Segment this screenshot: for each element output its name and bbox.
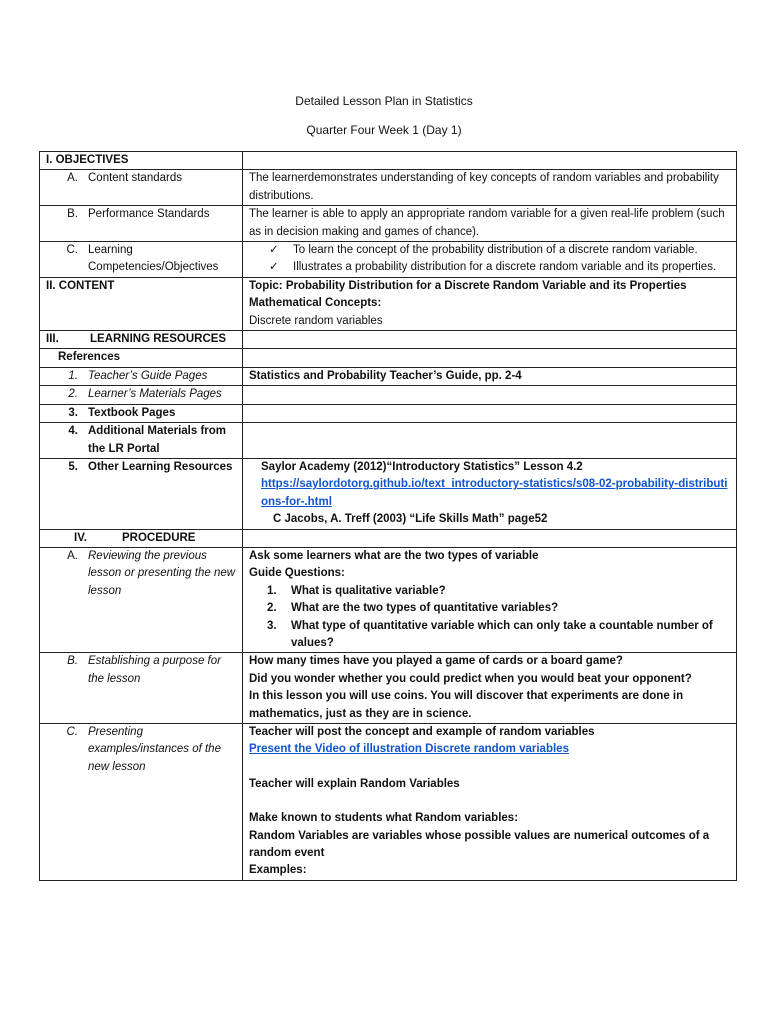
learners-materials-value <box>243 386 737 404</box>
table-row <box>40 653 737 724</box>
procedure-c-label: C. Presenting examples/instances of the new lesson <box>40 724 243 881</box>
other-resources-value <box>243 458 737 529</box>
list-item: ✓ To learn the concept of the probability distribution of a discrete random variable. <box>249 242 730 259</box>
row-marker: A. <box>67 172 78 185</box>
table-row <box>40 349 737 367</box>
list-item: ✓ Illustrates a probability distribution for a discrete random variable and its properties. <box>249 259 730 276</box>
checkmark-icon: ✓ <box>269 244 279 257</box>
video-link[interactable]: Present the Video of illustration Discrete random variables <box>249 743 569 756</box>
saylor-reference: Saylor Academy (2012)“Introductory Statistics” Lesson 4.2 <box>261 460 583 473</box>
content-standards-label <box>40 170 243 206</box>
content-topic: Topic: Probability Distribution for a Discrete Random Variable and its Properties <box>249 279 687 292</box>
objectives-heading: I. OBJECTIVES <box>40 152 243 170</box>
procedure-a-content <box>243 547 737 652</box>
table-row <box>40 404 737 422</box>
empty-cell <box>243 529 737 547</box>
resources-heading <box>40 331 243 349</box>
procedure-b-label: B. Establishing a purpose for the lesson <box>40 653 243 724</box>
table-row <box>40 206 737 242</box>
concepts-label: Mathematical Concepts: <box>249 297 382 310</box>
jacobs-reference: C Jacobs, A. Treff (2003) “Life Skills Math” page52 <box>273 513 548 526</box>
list-item: 2. What are the two types of quantitative variables? <box>267 602 559 615</box>
other-resources-label: 5. Other Learning Resources <box>40 458 243 529</box>
procedure-a-intro: Ask some learners what are the two types of variable <box>249 549 539 562</box>
heading-text: PROCEDURE <box>122 531 196 544</box>
table-row <box>40 724 737 881</box>
procedure-a-label: A. Reviewing the previous lesson or presenting the new lesson <box>40 547 243 652</box>
table-row <box>40 423 737 459</box>
empty-cell <box>243 349 737 367</box>
empty-cell <box>243 152 737 170</box>
table-row <box>40 458 737 529</box>
additional-materials-label: 4. Additional Materials from the LR Portal <box>40 423 243 459</box>
textbook-pages-label: 3. Textbook Pages <box>40 404 243 422</box>
procedure-c-content: Teacher will post the concept and example of random variables Present the Video of illustration Discrete random variables Teacher will explain Random Variables Make known to students what Random variables: Random Variables are variables whose possible values are numerical outcomes of a random event Examples: <box>243 724 737 881</box>
content-standards-text: The learnerdemonstrates understanding of key concepts of random variables and probability distributions. <box>243 170 737 206</box>
heading-number: IV. <box>74 531 88 544</box>
competencies-label <box>40 242 243 278</box>
competencies-list <box>243 242 737 278</box>
list-item: 3. What type of quantitative variable which can only take a countable number of values? <box>267 619 713 649</box>
document-subtitle: Quarter Four Week 1 (Day 1) <box>306 123 462 137</box>
lesson-plan-table <box>39 151 737 881</box>
table-row <box>40 386 737 404</box>
references-label: References <box>40 349 243 367</box>
heading-number: III. <box>46 333 59 346</box>
empty-cell <box>243 331 737 349</box>
content-heading: II. CONTENT <box>40 277 243 330</box>
list-item: 1. What is qualitative variable? <box>267 584 446 597</box>
table-row <box>40 367 737 385</box>
document-title: Detailed Lesson Plan in Statistics <box>295 94 473 108</box>
procedure-heading <box>40 529 243 547</box>
table-row <box>40 547 737 652</box>
row-marker: C. <box>66 244 78 257</box>
row-marker: B. <box>67 208 78 221</box>
row-label: Performance Standards <box>88 208 210 221</box>
row-label: Learning Competencies/Objectives <box>88 244 219 274</box>
checkmark-icon: ✓ <box>269 261 279 274</box>
performance-standards-text: The learner is able to apply an appropriate random variable for a given real-life problem (such as in decision making and games of chance). <box>243 206 737 242</box>
table-row <box>40 170 737 206</box>
row-label: Content standards <box>88 172 182 185</box>
table-row <box>40 277 737 330</box>
table-row <box>40 331 737 349</box>
teachers-guide-value: Statistics and Probability Teacher’s Guide, pp. 2-4 <box>243 367 737 385</box>
saylor-link[interactable]: https://saylordotorg.github.io/text_introductory-statistics/s08-02-probability-distributions-for-.html <box>261 478 728 508</box>
table-row <box>40 529 737 547</box>
guide-questions-label: Guide Questions: <box>249 567 345 580</box>
additional-materials-value <box>243 423 737 459</box>
table-row <box>40 242 737 278</box>
performance-standards-label <box>40 206 243 242</box>
concepts-text: Discrete random variables <box>249 314 383 327</box>
procedure-b-content: How many times have you played a game of cards or a board game? Did you wonder whether you could predict when you would beat your opponent? In this lesson you will use coins. You will discover that experiments are done in mathematics, just as they are in science. <box>243 653 737 724</box>
textbook-pages-value <box>243 404 737 422</box>
learners-materials-label: 2. Learner’s Materials Pages <box>40 386 243 404</box>
table-row <box>40 152 737 170</box>
heading-text: LEARNING RESOURCES <box>90 333 227 346</box>
content-details <box>243 277 737 330</box>
teachers-guide-label: 1. Teacher’s Guide Pages <box>40 367 243 385</box>
